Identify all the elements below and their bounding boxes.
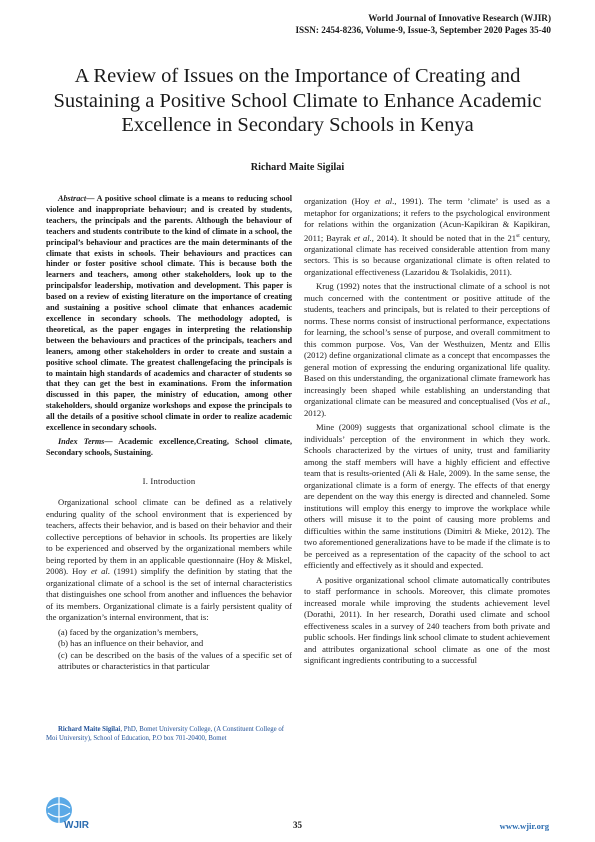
index-terms-text: — Academic excellence,Creating, School climate, Secondary schools, Sustaining. — [46, 436, 292, 457]
intro-text-a: Organizational school climate can be defined as a relatively enduring quality of the school environment that is experienced by teachers, affects their behavior, and is based on their behavior and their collective perceptions of behavior in schools. Its properties are likely to be experienced and observed by the organizational members while being reported by them in an applicable questionnaire (Hoy & Miskel, 2008). Hoy — [46, 497, 292, 577]
right-paragraph-4: A positive organizational school climate automatically contributes to staff performance in schools. Moreover, this climate promotes increased morale while improving the students achievement level (Dorathi, 2011). In her research, Dorathi used climate and school effectiveness scales in a survey of 240 teachers from both private and public schools. Her findings link school climate to student achievement and attributes organizational school climate as one of the most significant ingredients contributing to a successful — [304, 574, 550, 666]
author-footnote — [46, 725, 292, 743]
logo-text: WJIR — [64, 820, 89, 831]
issn-line: ISSN: 2454-8236, Volume-9, Issue-3, September 2020 Pages 35-40 — [295, 25, 551, 35]
right-paragraph-3: Mine (2009) suggests that organizational school climate is the individuals’ perception of the environment in which they work. Schools characterized by the virtues of unity, trust and familiarity among the staff members will have a highly efficient and effective team that is results-oriented (Ali & Hale, 2009). In the same sense, the organizational climate is a form of energy. The effects of that energy are dependent on the way this energy is directed and channeled. Some institutions will employ this energy to improve the workplace while others will misuse it to the point of causing more problems and difficulties within the same institutions (Dimitri & Mieke, 2012). The two aforementioned generalizations have to be made if the climate is to be perceived as a representation of the capacity of the school to act efficiently and effectively as it should and expected. — [304, 422, 550, 571]
list-item: (b) has an influence on their behavior, and — [58, 638, 204, 649]
journal-header — [295, 12, 551, 36]
paper-title: A Review of Issues on the Importance of Creating and Sustaining a Positive School Climate to Enhance Academic Excellence in Secondary Schools in Kenya — [53, 65, 542, 136]
author-name: Richard Maite Sigilai — [250, 162, 345, 173]
footnote-text: , PhD, Bomet University College, (A Constituent College of Moi University), School of Education, P.O box 701-20400, Bomet — [46, 726, 284, 742]
abstract-text: — A positive school climate is a means to reducing school violence and inappropriate behaviour; and is created by students, teachers, the principals and the parents. Although the behaviour of teachers and students contribute to the kind of climate in a school, the principal’s behaviour and practices are the main determinants of the climate that exists in schools. Their behaviours and practices can hinder or foster positive school climate. This is because both the learners and teachers, among other stakeholders, look up to the principalsfor leadership, motivation and development. This paper is based on a review of existing literature on the importance of creating and sustaining a positive school climate that enhances academic excellence in secondary schools. The methodology adopted, is theoretical, as the paper engages in interpreting the relationship between the behaviours and practices of the principals, teachers and leaners, among other stakeholders in order to create and sustain a positive school climate. The greatest challengefacing the principals is to maintain high standards of academics and character of students so that they can get the best in examinations. From the information discussed in this paper, the ministry of education, among other stakeholders, should organize workshops and expose the principals to all the details of a positive school climate in order to realize academic excellence in secondary schools. — [46, 194, 292, 433]
r1-b: ., 1991). The term ’climate’ is used as a metaphor for organizations; it refers to the psychological environment for relations within the organization (Acun-Kapikiran & Kapikiran, 2011; Bayrak — [304, 196, 550, 243]
right-column — [304, 196, 550, 670]
r1-c: , 2014). It should be noted that in the 21 — [371, 232, 517, 243]
abstract — [46, 194, 292, 434]
climate-list — [46, 627, 292, 673]
right-paragraph-1 — [304, 196, 550, 278]
section-heading: I. Introduction — [142, 475, 196, 486]
r1-etal: et al — [374, 196, 393, 206]
footnote-name: Richard Maite Sigilai — [58, 726, 121, 733]
intro-text-b: . (1991) simplify the definition by stating that the organizational climate of a school is the set of internal characteristics that distinguishes one school from another and influences the behavior of its members. Organizational climate is a fairly persistent quality of the organization’s internal environment, that is: — [46, 566, 293, 623]
page-number: 35 — [293, 820, 302, 830]
index-terms — [46, 437, 292, 459]
left-column — [46, 194, 292, 673]
intro-paragraph — [46, 497, 292, 624]
r1-etal2: et al. — [353, 232, 372, 243]
r1-a: organization (Hoy — [304, 196, 375, 206]
r2-b: , 2012). — [304, 396, 551, 418]
intro-etal: et al — [90, 566, 108, 577]
r1-sup: st — [516, 232, 520, 239]
r1-d: century, organizational climate has received considerable attention from many sectors. This is so because organizational climate is often related to organizational effectiveness (Lazaridou & Tsolakidis, 2011). — [304, 232, 551, 277]
right-paragraph-2 — [304, 281, 550, 419]
list-item: (c) can be described on the basis of the values of a specific set of attributes or characteristics in that particular — [58, 649, 292, 672]
list-item: (a) faced by the organization’s members, — [58, 626, 199, 637]
r2-a: Krug (1992) notes that the instructional climate of a school is not much concerned with the contentment or positive attitude of the students, teachers and principals, but is related to their perceptions of norms. These norms consist of instructional performance, expectations for learning, the school’s sense of purpose, and overall commitment to this common purpose. Vos, Van der Westhuizen, Mentz and Ellis (2012) define organizational climate as a concept that encompasses the general motion of expressing the enduring organizational life quality. Based on this understanding, the organizational climate framework has increasingly been shaped while establishing an understanding that organizational climate can be measured and conceptualised (Vos — [304, 281, 550, 407]
journal-name: World Journal of Innovative Research (WJIR) — [368, 13, 551, 23]
index-terms-label: Index Terms — [58, 436, 105, 446]
journal-url[interactable]: www.wjir.org — [499, 821, 549, 831]
abstract-label: Abstract — [58, 194, 87, 203]
r2-etal: et al. — [530, 396, 548, 407]
